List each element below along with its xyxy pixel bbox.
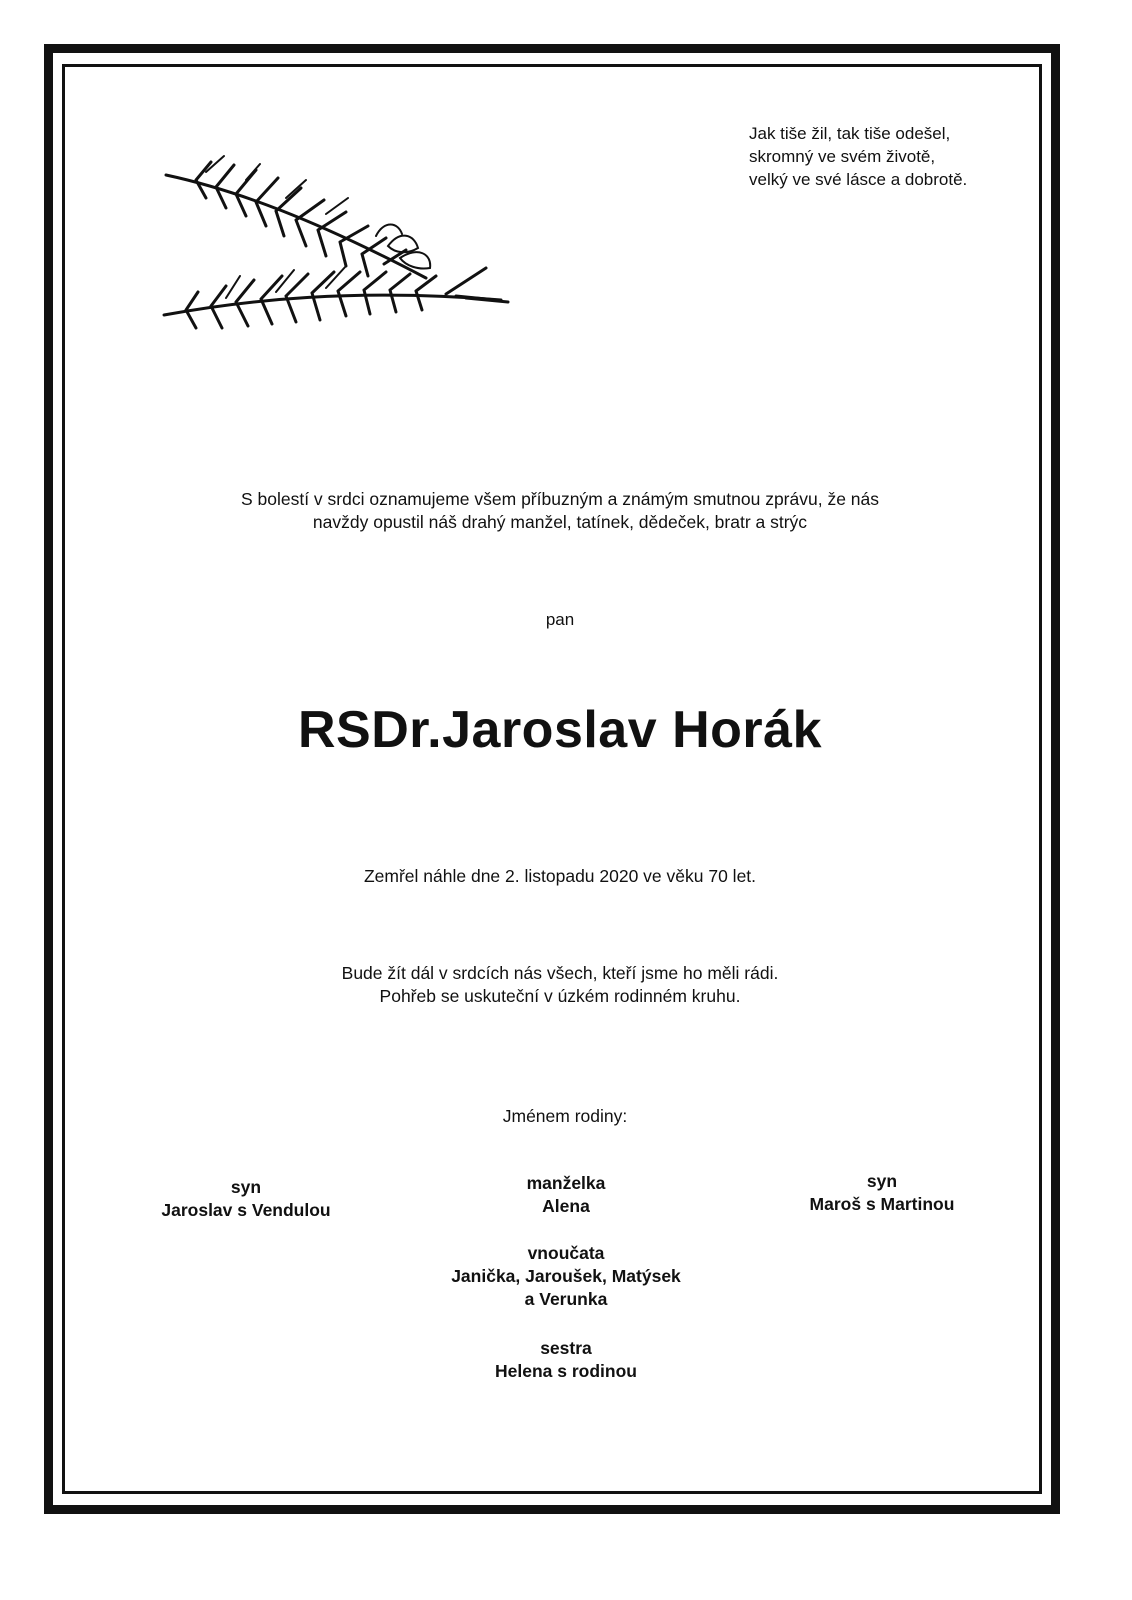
relation-names: a Verunka — [524, 1289, 608, 1309]
relation-label: vnoučata — [527, 1243, 605, 1263]
relation-names: Helena s rodinou — [495, 1361, 637, 1381]
relation-label: syn — [230, 1177, 262, 1197]
family-heading: Jménem rodiny: — [502, 1106, 628, 1126]
closing-line: Pohřeb se uskuteční v úzkém rodinném kruhu. — [379, 986, 741, 1006]
relation-names: Maroš s Martinou — [809, 1194, 955, 1214]
motto-line: velký ve své lásce a dobrotě. — [749, 170, 968, 189]
family-sister — [436, 1337, 696, 1383]
relation-names: Alena — [542, 1196, 590, 1216]
motto — [749, 122, 967, 191]
closing-text — [160, 962, 960, 1008]
motto-line: Jak tiše žil, tak tiše odešel, — [749, 124, 951, 143]
honorific: pan — [545, 610, 575, 629]
announcement-line: navždy opustil náš drahý manžel, tatínek, dědeček, bratr a strýc — [312, 512, 808, 532]
deceased-name: RSDr.Jaroslav Horák — [298, 701, 822, 759]
motto-line: skromný ve svém životě, — [749, 147, 936, 166]
family-son-right — [752, 1170, 1012, 1216]
relation-label: manželka — [526, 1173, 606, 1193]
family-grandchildren — [436, 1242, 696, 1311]
relation-label: syn — [866, 1171, 898, 1191]
relation-names: Janička, Jaroušek, Matýsek — [451, 1266, 681, 1286]
family-wife — [436, 1172, 696, 1218]
relation-label: sestra — [540, 1338, 592, 1358]
death-notice: Zemřel náhle dne 2. listopadu 2020 ve věku 70 let. — [363, 866, 757, 886]
relation-names: Jaroslav s Vendulou — [161, 1200, 331, 1220]
fir-branch-icon — [156, 150, 516, 340]
closing-line: Bude žít dál v srdcích nás všech, kteří jsme ho měli rádi. — [341, 963, 779, 983]
announcement-line: S bolestí v srdci oznamujeme všem příbuzným a známým smutnou zprávu, že nás — [240, 489, 880, 509]
family-son-left — [116, 1176, 376, 1222]
announcement-text — [120, 488, 1000, 534]
